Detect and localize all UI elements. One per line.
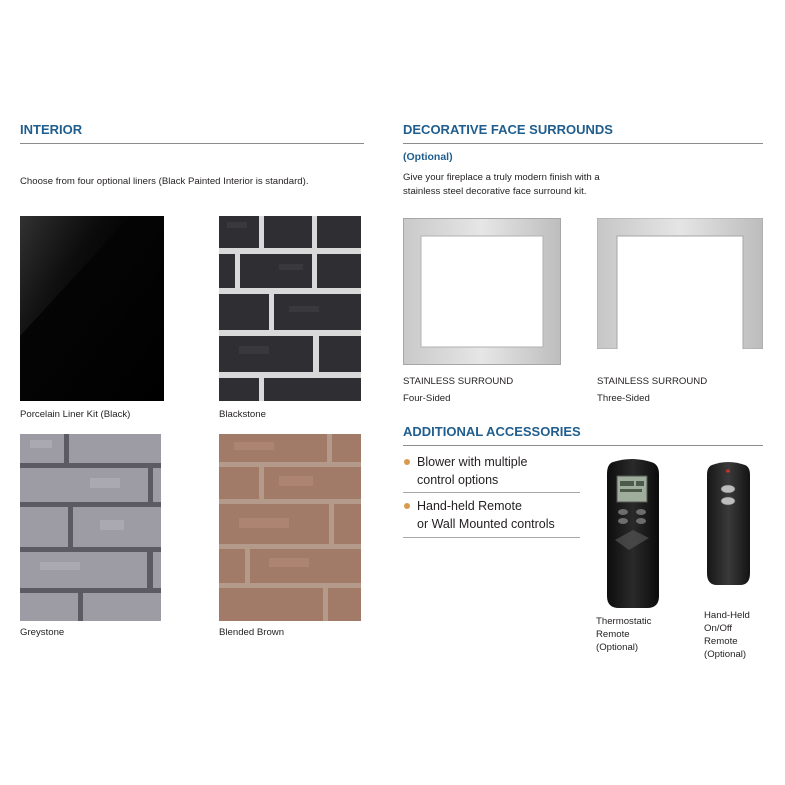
accessory-divider-2 (403, 537, 580, 538)
blended-brown-label: Blended Brown (219, 627, 285, 638)
on-off-caption-2: On/Off (704, 623, 733, 634)
four-sided-title: STAINLESS SURROUND (403, 376, 514, 387)
interior-description: Choose from four optional liners (Black Painted Interior is standard). (20, 176, 309, 187)
thermostatic-caption-2: Remote (596, 629, 630, 640)
greystone-label: Greystone (20, 627, 65, 638)
accessory-2-line1: Hand-held Remote (417, 499, 522, 513)
on-off-caption-3: Remote (704, 636, 738, 647)
three-sided-subtitle: Three-Sided (597, 393, 650, 404)
porcelain-black-label: Porcelain Liner Kit (Black) (20, 409, 131, 420)
blackstone-swatch (219, 216, 361, 401)
surrounds-description-line1: Give your fireplace a truly modern finish with a (403, 172, 600, 183)
greystone-swatch (20, 434, 161, 621)
on-off-caption-4: (Optional) (704, 649, 747, 660)
on-off-caption-1: Hand-Held (704, 610, 750, 621)
accessory-2-line2: or Wall Mounted controls (417, 517, 555, 531)
on-off-remote-image (706, 461, 751, 587)
four-sided-subtitle: Four-Sided (403, 393, 451, 404)
thermostatic-caption-3: (Optional) (596, 642, 639, 653)
four-sided-surround-image (403, 218, 561, 365)
three-sided-title: STAINLESS SURROUND (597, 376, 708, 387)
blackstone-label: Blackstone (219, 409, 266, 420)
thermostatic-remote-image (603, 458, 661, 610)
surrounds-heading: DECORATIVE FACE SURROUNDS (403, 122, 613, 137)
porcelain-black-swatch (20, 216, 164, 401)
interior-heading: INTERIOR (20, 122, 83, 137)
accessories-heading: ADDITIONAL ACCESSORIES (403, 424, 581, 439)
interior-heading-rule (20, 143, 364, 144)
accessory-bullet-1 (404, 459, 410, 465)
accessory-bullet-2 (404, 503, 410, 509)
accessory-divider-1 (403, 492, 580, 493)
three-sided-surround-image (597, 218, 763, 349)
accessory-1-line2: control options (417, 473, 499, 487)
surrounds-subheading: (Optional) (403, 151, 453, 163)
surrounds-description-line2: stainless steel decorative face surround kit. (403, 186, 587, 197)
accessory-1-line1: Blower with multiple (417, 455, 528, 469)
blended-brown-swatch (219, 434, 361, 621)
accessories-heading-rule (403, 445, 763, 446)
thermostatic-caption-1: Thermostatic (596, 616, 652, 627)
surrounds-heading-rule (403, 143, 763, 144)
